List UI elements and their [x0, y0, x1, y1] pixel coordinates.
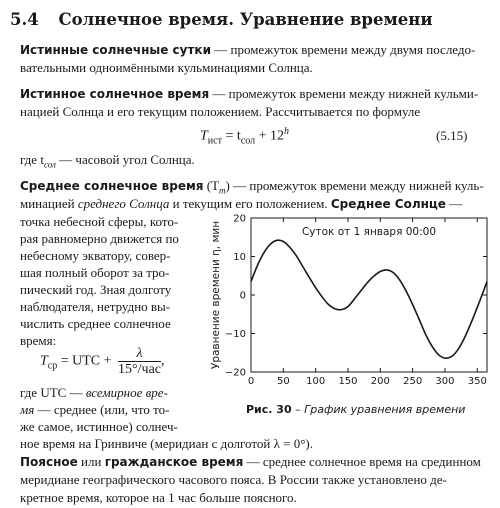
- section-number: 5.4: [10, 10, 39, 29]
- p5-line1: — среднее солнечное время на срединном: [243, 454, 481, 469]
- p5-mid: или: [77, 454, 105, 469]
- left-col-line: числить среднее солнечное: [20, 316, 171, 331]
- eq1-rhs-sup: h: [283, 126, 289, 137]
- left-col-line: наблюдателя, нетрудно вы-: [20, 299, 171, 314]
- lc2-l1a: где UTC —: [20, 385, 86, 400]
- p3-pre: где t: [20, 152, 44, 167]
- eq2-lhs-sub: ср: [47, 360, 58, 372]
- eq2-numerator: λ: [118, 346, 161, 362]
- p4-l2d: —: [445, 196, 463, 211]
- y-tick-label: −20: [224, 367, 246, 379]
- plot-frame: [251, 218, 487, 372]
- y-tick-label: 20: [233, 213, 246, 225]
- x-tick-label: 250: [403, 376, 423, 387]
- equation-number: (5.15): [436, 128, 468, 143]
- y-tick-label: 10: [233, 252, 246, 263]
- left-col-line: пический год. Зная долготу: [20, 282, 172, 297]
- series-line: [251, 240, 487, 358]
- p4-l2c: и текущим его положением.: [169, 196, 331, 211]
- y-tick-label: −10: [224, 329, 246, 340]
- x-tick-label: 50: [276, 376, 290, 387]
- paragraph-zone-time: [20, 454, 481, 470]
- x-ticks: [248, 218, 487, 387]
- caption-dash: –: [291, 403, 305, 416]
- eq1-lhs-sub: ист: [207, 135, 222, 147]
- lc2-l2a: мя: [20, 402, 35, 417]
- left-col-line: время:: [20, 333, 57, 348]
- term-mean-solar-time: Среднее солнечное время: [20, 179, 204, 193]
- eq2-denominator: 15°/час: [118, 362, 162, 377]
- x-tick-label: 150: [338, 376, 358, 387]
- p4-l2a: минацией: [20, 196, 78, 211]
- p4-tm-sub: m: [219, 185, 226, 196]
- p4-tm-end: ): [225, 178, 230, 193]
- p3-line: [20, 152, 195, 173]
- figure-caption: [246, 403, 465, 416]
- equation-5-15: [200, 126, 289, 146]
- left-column-text: [20, 213, 179, 349]
- eq2-lhs: T: [40, 353, 48, 369]
- p4-line2: [20, 196, 462, 212]
- x-tick-label: 350: [467, 376, 487, 387]
- left-col-line: шая полный оборот за тро-: [20, 265, 170, 280]
- eq2-mid: = UTC +: [57, 353, 116, 369]
- lc2-l2b: — среднее (или, что то-: [34, 402, 170, 417]
- eq1-rhs: + 12: [255, 128, 284, 144]
- p2-line1: — промежуток времени между нижней кульми-: [209, 86, 479, 101]
- eq1-lhs: T: [200, 128, 208, 144]
- p4-line1: — промежуток времени между нижней куль-: [229, 178, 484, 193]
- p1-line2: вательными одноимёнными кульминациями Солнца.: [20, 60, 313, 75]
- p2-line2: нацией Солнца и его текущим положением. Рассчитывается по формуле: [20, 104, 421, 119]
- left-col-line: рая равномерно движется по: [20, 231, 179, 246]
- x-tick-label: 200: [370, 376, 390, 387]
- term-true-solar-time: Истинное солнечное время: [20, 87, 210, 101]
- equation-of-time-chart: [205, 212, 495, 397]
- p3-sub: сол: [43, 159, 56, 170]
- x-tick-label: 0: [247, 376, 255, 387]
- eq1-mid-sub: сол: [240, 135, 256, 147]
- p4-tm: (T: [206, 178, 220, 193]
- x-axis-label: Суток от 1 января 00:00: [301, 226, 437, 238]
- p5-line2: меридиане географического часового пояса. В России также установлено де-: [20, 472, 447, 487]
- data-points: [251, 240, 487, 358]
- paragraph-true-solar-day: [20, 42, 475, 58]
- term-civil-time: гражданское время: [104, 455, 244, 469]
- p4-l2b: среднего Солнца: [77, 196, 170, 211]
- lc2-l1b: всемирное вре-: [85, 385, 168, 400]
- eq2-fraction: [118, 346, 161, 377]
- section-title: Солнечное время. Уравнение времени: [58, 10, 433, 29]
- caption-text: График уравнения времени: [304, 403, 466, 416]
- paragraph-true-solar-time: [20, 86, 478, 102]
- x-tick-label: 300: [435, 376, 455, 387]
- y-axis-label: Уравнение времени η, мин: [210, 220, 222, 370]
- lc2-line3: же самое, истинное) солнеч-: [20, 419, 178, 434]
- p1-line1: — промежуток времени между двумя последо-: [211, 42, 476, 57]
- left-col-line: точка небесной сферы, кото-: [20, 214, 179, 229]
- left-col-line: небесному экватору, совер-: [20, 248, 171, 263]
- term-true-solar-day: Истинные солнечные сутки: [20, 43, 211, 57]
- eq2-end: ,: [161, 353, 165, 369]
- x-tick-label: 100: [306, 376, 326, 387]
- p3-post: — часовой угол Солнца.: [55, 152, 195, 167]
- y-tick-label: 0: [239, 290, 246, 302]
- caption-label: Рис. 30: [246, 403, 292, 416]
- section-heading: [10, 10, 433, 29]
- lc2-line4: ное время на Гринвиче (меридиан с долготой λ = 0°).: [20, 436, 313, 451]
- term-zone-time: Поясное: [20, 455, 78, 469]
- equation-mean-time: [40, 346, 165, 377]
- eq1-mid: = t: [221, 128, 241, 144]
- term-mean-sun: Среднее Солнце: [330, 197, 446, 211]
- p5-line3: кретное время, которое на 1 час больше поясного.: [20, 490, 297, 505]
